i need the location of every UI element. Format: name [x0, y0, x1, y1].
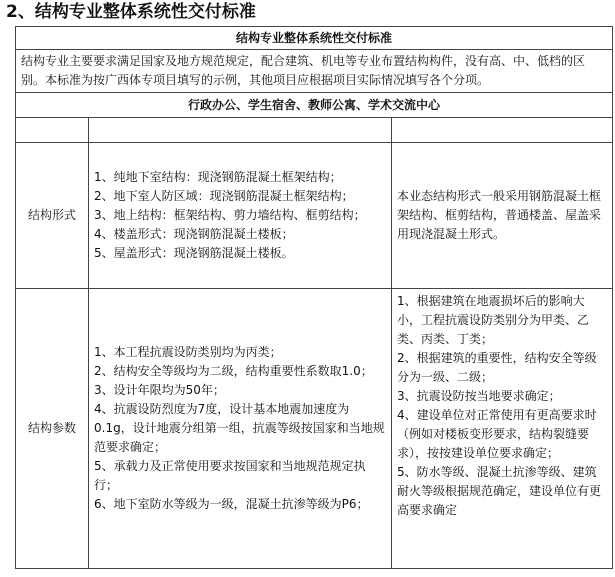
- list-item: 1、根据建筑在地震损坏后的影响大小，工程抗震设防类别分为甲类、乙类、丙类、丁类；: [397, 294, 590, 346]
- list-item: 2、结构安全等级均为二级，结构重要性系数取1.0；: [94, 364, 373, 378]
- intro-row: [16, 50, 613, 93]
- list-item: 3、地上结构：框架结构、剪力墙结构、框剪结构；: [94, 208, 366, 222]
- standards-table: [15, 26, 613, 569]
- list-item: 6、地下室防水等级为一级，混凝土抗渗等级为P6；: [94, 497, 369, 511]
- list-item: 5、防水等级、混凝土抗渗等级、建筑耐火等级根据规范确定，建设单位有更高要求确定: [397, 465, 602, 517]
- section-row: [16, 93, 613, 118]
- empty-cell: [392, 118, 613, 143]
- list-item: 3、设计年限均为50年；: [94, 383, 225, 397]
- empty-cell: [89, 118, 392, 143]
- list-item: 4、建设单位对正常使用有更高要求时（例如对楼板变形要求，结构裂缝要求），按按建设单位要求确定；: [397, 408, 597, 460]
- row-label: 结构形式: [16, 143, 89, 289]
- list-item: 1、纯地下室结构：现浇钢筋混凝土框架结构；: [94, 170, 342, 184]
- table-title-row: [16, 27, 613, 50]
- list-item: 2、地下室人防区域：现浇钢筋混凝土框架结构；: [94, 189, 354, 203]
- table-row: [16, 289, 613, 569]
- notes-cell: [392, 289, 613, 569]
- list-item: 4、抗震设防烈度为7度，设计基本地震加速度为0.1g，设计地震分组第一组，抗震等级按国家和当地规范要求确定；: [94, 402, 385, 454]
- intro-text: 结构专业主要要求满足国家及地方规范规定，配合建筑、机电等专业布置结构构件，没有高、中、低档的区别。本标准为按广西体专项目填写的示例，其他项目应根据项目实际情况填写各个分项。: [16, 50, 613, 93]
- empty-row: [16, 118, 613, 143]
- list-item: 4、楼盖形式：现浇钢筋混凝土楼板；: [94, 227, 294, 241]
- table-row: [16, 143, 613, 289]
- page-heading: 2、结构专业整体系统性交付标准: [6, 2, 256, 22]
- requirements-cell: [89, 289, 392, 569]
- row-label: 结构参数: [16, 289, 89, 569]
- section-title: 行政办公、学生宿舍、教师公寓、学术交流中心: [16, 93, 613, 118]
- table-title: 结构专业整体系统性交付标准: [16, 27, 613, 50]
- list-item: 1、本工程抗震设防类别均为丙类；: [94, 345, 282, 359]
- list-item: 5、承载力及正常使用要求按国家和当地规范规定执行；: [94, 459, 366, 492]
- list-item: 3、抗震设防按当地要求确定；: [397, 389, 561, 403]
- list-item: 5、屋盖形式：现浇钢筋混凝土楼板。: [94, 246, 294, 260]
- empty-cell: [16, 118, 89, 143]
- requirements-cell: [89, 143, 392, 289]
- note-cell: 本业态结构形式一般采用钢筋混凝土框架结构、框剪结构，普通楼盖、屋盖采用现浇混凝土形式。: [392, 143, 613, 289]
- list-item: 2、根据建筑的重要性，结构安全等级分为一级、二级；: [397, 351, 597, 384]
